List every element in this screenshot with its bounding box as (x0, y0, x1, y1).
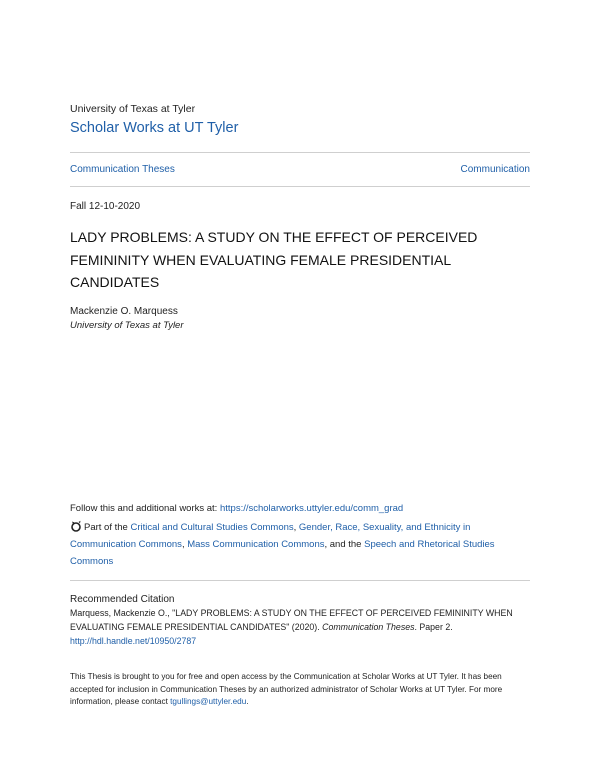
commons-link-speech-rhetorical[interactable]: Speech and Rhetorical Studies Commons (70, 539, 495, 567)
collection-url-link[interactable]: https://scholarworks.uttyler.edu/comm_grad (219, 503, 404, 514)
follow-line (70, 503, 403, 514)
repository-link[interactable]: Scholar Works at UT Tyler (70, 120, 239, 136)
document-title: LADY PROBLEMS: A STUDY ON THE EFFECT OF PERCEIVED FEMININITY WHEN EVALUATING FEMALE PRESIDENTIAL CANDIDATES (70, 229, 478, 290)
institution-name: University of Texas at Tyler (70, 103, 196, 115)
citation-body: Marquess, Mackenzie O., "LADY PROBLEMS: A STUDY ON THE EFFECT OF PERCEIVED FEMININITY WHEN EVALUATING FEMALE PRESIDENTIAL CANDIDATES" (2020). (70, 608, 513, 632)
open-access-icon (70, 520, 82, 532)
commons-link-gender-race[interactable]: Gender, Race, Sexuality, and Ethnicity in Communication Commons (70, 522, 471, 550)
separator: , (293, 522, 299, 533)
part-of-prefix: Part of the (84, 522, 131, 533)
access-notice (70, 671, 530, 709)
divider-citation (70, 580, 530, 581)
divider-series (70, 186, 530, 187)
part-of-line (70, 519, 520, 570)
divider-top (70, 152, 530, 153)
series-link-theses[interactable]: Communication Theses (70, 164, 175, 175)
handle-link[interactable]: http://hdl.handle.net/10950/2787 (70, 636, 197, 646)
follow-prefix: Follow this and additional works at: (70, 503, 220, 514)
notice-text: This Thesis is brought to you for free and open access by the Communication at Scholar Works at UT Tyler. It has been accepted for inclusion in Communication Theses by an authorized administrator of Scholar Works at UT Tyler. For more information, please contact (70, 672, 503, 706)
series-link-communication[interactable]: Communication (460, 164, 530, 175)
citation-journal: Communication Theses (322, 622, 415, 632)
citation-text (70, 606, 530, 648)
commons-link-mass-communication[interactable]: Mass Communication Commons (187, 539, 325, 550)
notice-end: . (246, 697, 249, 706)
citation-heading: Recommended Citation (70, 594, 175, 605)
citation-paper: . Paper 2. (414, 622, 453, 632)
separator: , and the (324, 539, 365, 550)
contact-email-link[interactable]: tgullings@uttyler.edu (170, 697, 247, 706)
commons-link-critical-cultural[interactable]: Critical and Cultural Studies Commons (130, 522, 294, 533)
author-name: Mackenzie O. Marquess (70, 306, 178, 317)
author-affiliation: University of Texas at Tyler (70, 320, 184, 331)
publication-date: Fall 12-10-2020 (70, 201, 141, 212)
separator: , (181, 539, 188, 550)
